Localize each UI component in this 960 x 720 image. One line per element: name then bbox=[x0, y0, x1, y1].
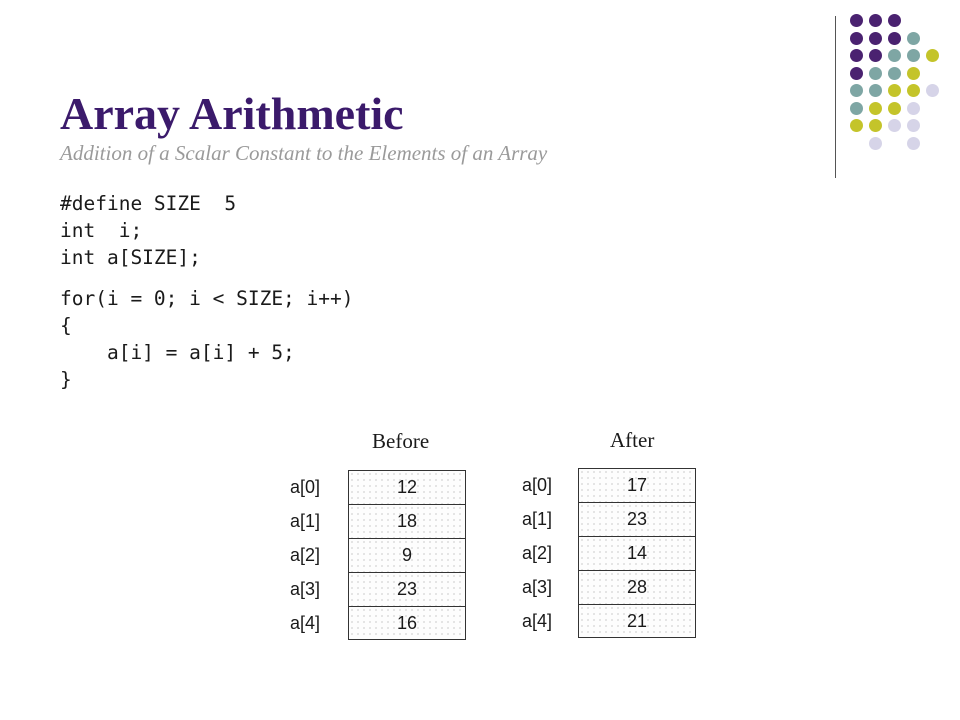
array-cell: 12 bbox=[348, 470, 466, 504]
decorative-dot bbox=[869, 102, 882, 115]
decorative-dot bbox=[926, 84, 939, 97]
array-row bbox=[522, 604, 722, 638]
array-cell: 23 bbox=[348, 572, 466, 606]
array-cell: 16 bbox=[348, 606, 466, 640]
array-row bbox=[522, 536, 722, 570]
array-row bbox=[522, 570, 722, 604]
code-line: int a[SIZE]; bbox=[60, 246, 201, 269]
decorative-dot bbox=[850, 84, 863, 97]
array-cell: 17 bbox=[578, 468, 696, 502]
index-label: a[4] bbox=[290, 613, 321, 633]
array-cell: 21 bbox=[578, 604, 696, 638]
code-line: } bbox=[60, 368, 72, 391]
index-label: a[2] bbox=[522, 543, 553, 563]
code-line: { bbox=[60, 314, 72, 337]
slide-subtitle: Addition of a Scalar Constant to the Elements of an Array bbox=[60, 141, 548, 165]
decorative-dot bbox=[869, 67, 882, 80]
code-line: #define SIZE 5 bbox=[60, 192, 237, 215]
decorative-dot bbox=[907, 137, 920, 150]
decorative-dot bbox=[888, 67, 901, 80]
decorative-dot bbox=[850, 32, 863, 45]
decorative-dot bbox=[850, 14, 863, 27]
array-row bbox=[522, 502, 722, 536]
index-label: a[3] bbox=[522, 577, 553, 597]
decorative-dot bbox=[907, 119, 920, 132]
array-row bbox=[290, 504, 490, 538]
array-row bbox=[290, 572, 490, 606]
decorative-dot bbox=[869, 14, 882, 27]
index-label: a[3] bbox=[290, 579, 321, 599]
index-label: a[0] bbox=[522, 475, 553, 495]
array-cell: 18 bbox=[348, 504, 466, 538]
before-array bbox=[290, 428, 490, 648]
decorative-dot bbox=[888, 14, 901, 27]
code-block bbox=[60, 190, 354, 393]
decorative-dot-grid bbox=[850, 14, 950, 154]
decorative-dot bbox=[888, 49, 901, 62]
vertical-divider bbox=[835, 16, 836, 178]
index-label: a[0] bbox=[290, 477, 321, 497]
array-row bbox=[290, 470, 490, 504]
decorative-dot bbox=[869, 49, 882, 62]
decorative-dot bbox=[850, 119, 863, 132]
decorative-dot bbox=[907, 32, 920, 45]
array-row bbox=[290, 538, 490, 572]
after-array bbox=[522, 427, 722, 647]
before-heading: Before bbox=[372, 429, 430, 453]
decorative-dot bbox=[850, 49, 863, 62]
decorative-dot bbox=[907, 102, 920, 115]
index-label: a[4] bbox=[522, 611, 553, 631]
array-cell: 28 bbox=[578, 570, 696, 604]
code-line: int i; bbox=[60, 219, 143, 242]
after-heading: After bbox=[610, 428, 655, 452]
code-line: a[i] = a[i] + 5; bbox=[60, 341, 295, 364]
decorative-dot bbox=[888, 119, 901, 132]
index-label: a[2] bbox=[290, 545, 321, 565]
decorative-dot bbox=[869, 84, 882, 97]
array-cell: 14 bbox=[578, 536, 696, 570]
decorative-dot bbox=[926, 49, 939, 62]
decorative-dot bbox=[869, 32, 882, 45]
decorative-dot bbox=[850, 102, 863, 115]
array-cell: 9 bbox=[348, 538, 466, 572]
array-row bbox=[522, 468, 722, 502]
decorative-dot bbox=[869, 119, 882, 132]
decorative-dot bbox=[907, 49, 920, 62]
code-line: for(i = 0; i < SIZE; i++) bbox=[60, 287, 354, 310]
decorative-dot bbox=[888, 102, 901, 115]
decorative-dot bbox=[907, 84, 920, 97]
slide-title: Array Arithmetic bbox=[60, 88, 404, 139]
decorative-dot bbox=[907, 67, 920, 80]
decorative-dot bbox=[869, 137, 882, 150]
array-cell: 23 bbox=[578, 502, 696, 536]
decorative-dot bbox=[888, 32, 901, 45]
array-row bbox=[290, 606, 490, 640]
index-label: a[1] bbox=[522, 509, 553, 529]
decorative-dot bbox=[888, 84, 901, 97]
decorative-dot bbox=[850, 67, 863, 80]
index-label: a[1] bbox=[290, 511, 321, 531]
